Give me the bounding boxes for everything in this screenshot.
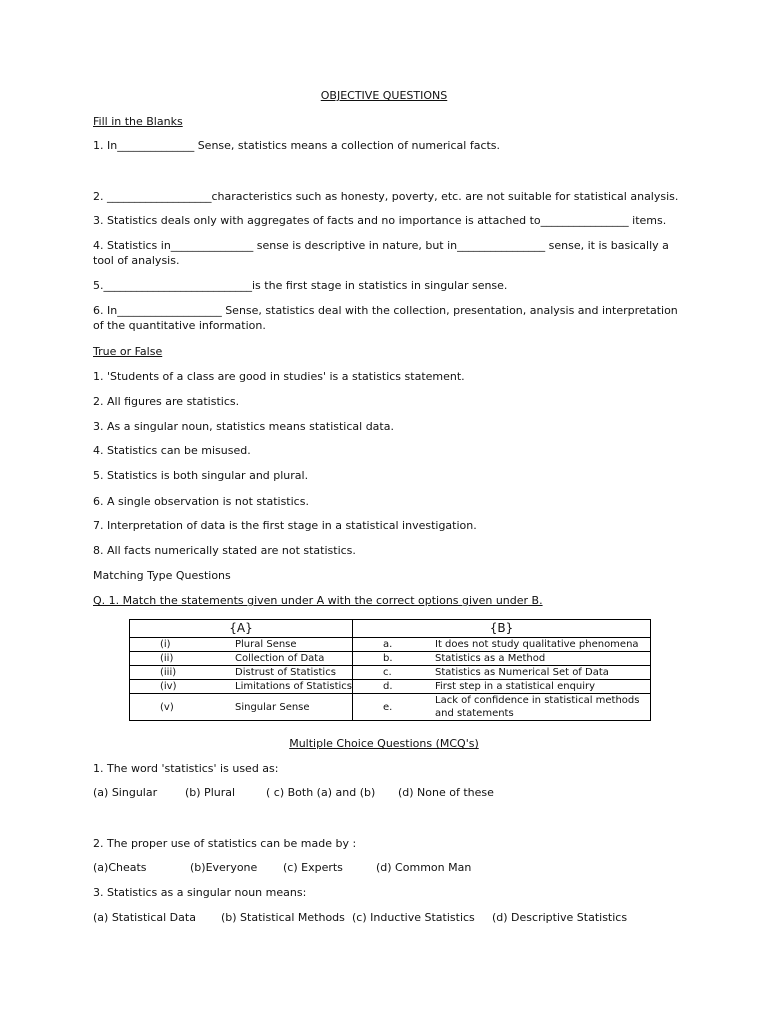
fill-blank-item: 4. Statistics in_______________ sense is descriptive in nature, but in________________ sense, it is basically a tool of analysis.: [93, 239, 669, 267]
page-title: OBJECTIVE QUESTIONS: [320, 89, 448, 102]
true-false-item: 2. All figures are statistics.: [93, 395, 240, 408]
mcq-option: (b) Statistical Methods: [221, 911, 345, 924]
mcq-option: (a)Cheats: [93, 861, 147, 874]
fill-blank-item: 1. In______________ Sense, statistics means a collection of numerical facts.: [93, 139, 501, 152]
table-row: [130, 652, 651, 666]
matching-header-row: [130, 620, 651, 638]
fill-blank-item: 5.___________________________is the first stage in statistics in singular sense.: [93, 279, 508, 292]
mcq-heading: Multiple Choice Questions (MCQ's): [289, 737, 479, 750]
row-number: (v): [130, 694, 236, 721]
mcq-option: (c) Inductive Statistics: [352, 911, 475, 924]
mcq-option: (b) Plural: [185, 786, 236, 799]
matching-question: Q. 1. Match the statements given under A with the correct options given under B.: [93, 594, 543, 607]
column-a-cell: Collection of Data: [235, 652, 353, 666]
fill-blank-item: 3. Statistics deals only with aggregates of facts and no importance is attached to________________ items.: [93, 214, 667, 227]
row-number: (i): [130, 638, 236, 652]
row-number: (iii): [130, 666, 236, 680]
mcq-options: [93, 785, 683, 800]
matching-table: [129, 619, 651, 721]
true-false-item: 3. As a singular noun, statistics means statistical data.: [93, 420, 394, 433]
true-false-item: 8. All facts numerically stated are not statistics.: [93, 544, 356, 557]
mcq-option: (a) Singular: [93, 786, 158, 799]
mcq-option: (d) Common Man: [376, 861, 472, 874]
column-a-cell: Plural Sense: [235, 638, 353, 652]
row-letter: e.: [353, 694, 436, 721]
table-row: [130, 638, 651, 652]
column-a-cell: Singular Sense: [235, 694, 353, 721]
true-false-item: 5. Statistics is both singular and plural.: [93, 469, 309, 482]
mcq-options: [93, 910, 683, 925]
true-false-item: 6. A single observation is not statistics.: [93, 495, 309, 508]
matching-heading: Matching Type Questions: [93, 569, 231, 582]
column-a-cell: Limitations of Statistics: [235, 681, 352, 692]
true-false-item: 4. Statistics can be misused.: [93, 444, 251, 457]
column-b-cell: Lack of confidence in statistical methods and statements: [435, 694, 651, 721]
column-b-header: {B}: [353, 620, 651, 638]
column-b-cell: It does not study qualitative phenomena: [435, 638, 651, 652]
fill-blank-item: 2. ___________________characteristics such as honesty, poverty, etc. are not suitable for statistical analysis.: [93, 190, 679, 203]
row-number: (iv): [130, 680, 236, 694]
table-row: [130, 680, 651, 694]
table-row: [130, 666, 651, 680]
column-b-cell: Statistics as Numerical Set of Data: [435, 666, 651, 680]
mcq-option: (d) None of these: [398, 786, 494, 799]
mcq-options: [93, 860, 683, 875]
column-b-cell: First step in a statistical enquiry: [435, 680, 651, 694]
row-letter: d.: [353, 680, 436, 694]
mcq-option: (b)Everyone: [190, 861, 258, 874]
column-b-cell: Statistics as a Method: [435, 652, 651, 666]
true-false-item: 1. 'Students of a class are good in studies' is a statistics statement.: [93, 370, 465, 383]
column-a-header: {A}: [130, 620, 353, 638]
mcq-option: (c) Experts: [283, 861, 343, 874]
column-a-cell: Distrust of Statistics: [235, 666, 353, 680]
fill-blanks-heading: Fill in the Blanks: [93, 115, 183, 128]
true-false-heading: True or False: [93, 345, 163, 358]
mcq-option: (a) Statistical Data: [93, 911, 196, 924]
row-letter: c.: [353, 666, 436, 680]
mcq-option: (d) Descriptive Statistics: [492, 911, 628, 924]
mcq-option: ( c) Both (a) and (b): [266, 786, 376, 799]
mcq-question: 3. Statistics as a singular noun means:: [93, 886, 307, 899]
table-row: [130, 694, 651, 721]
row-number: (ii): [130, 652, 236, 666]
true-false-item: 7. Interpretation of data is the first stage in a statistical investigation.: [93, 519, 477, 532]
fill-blank-item: 6. In___________________ Sense, statistics deal with the collection, presentation, analysis and interpretation of the quantitative information.: [93, 304, 678, 332]
mcq-question: 1. The word 'statistics' is used as:: [93, 762, 279, 775]
row-letter: b.: [353, 652, 436, 666]
mcq-question: 2. The proper use of statistics can be made by :: [93, 837, 357, 850]
row-letter: a.: [353, 638, 436, 652]
